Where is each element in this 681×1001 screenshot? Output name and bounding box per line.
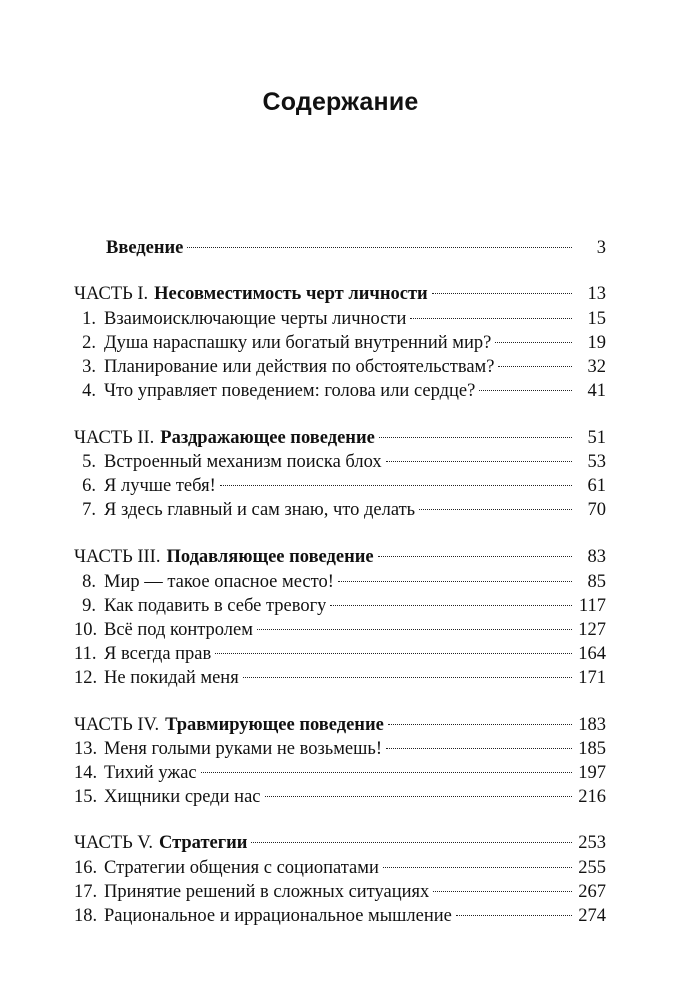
dot-leader	[433, 873, 572, 897]
toc-chapter-number: 14.	[74, 763, 98, 783]
toc-chapter-page: 185	[578, 739, 606, 759]
toc-chapter-title: Меня голыми руками не возьмешь!	[104, 739, 382, 759]
dot-leader	[419, 491, 572, 515]
dot-leader	[201, 754, 572, 778]
toc-chapter-page: 41	[587, 381, 606, 401]
toc-chapter-page: 19	[587, 333, 606, 353]
toc-chapter-page: 32	[587, 357, 606, 377]
toc-chapter-page: 274	[578, 906, 606, 926]
toc-chapter-title: Хищники среди нас	[104, 787, 261, 807]
dot-leader	[243, 659, 572, 683]
toc-chapter-number: 1.	[82, 309, 96, 329]
toc-part-title: Подавляющее поведение	[166, 547, 374, 567]
toc-chapter-number: 13.	[74, 739, 98, 759]
toc-chapter-title: Я всегда прав	[104, 644, 212, 664]
toc-part-page: 83	[587, 547, 606, 567]
dot-leader	[379, 419, 572, 443]
toc-chapter-title: Планирование или действия по обстоятельствам?	[104, 357, 495, 377]
toc-chapter-page: 15	[587, 309, 606, 329]
toc-chapter-title: Стратегии общения с социопатами	[104, 858, 379, 878]
toc-chapter-title: Я здесь главный и сам знаю, что делать	[104, 500, 416, 520]
dot-leader	[378, 538, 572, 562]
toc-chapter-row[interactable]	[74, 849, 606, 878]
toc-chapter-title: Я лучше тебя!	[104, 476, 216, 496]
toc-part-title: Раздражающее поведение	[160, 428, 375, 448]
dot-leader	[498, 348, 572, 372]
toc-part-page: 253	[578, 833, 606, 853]
toc-chapter-page: 267	[578, 882, 606, 902]
dot-leader	[338, 563, 572, 587]
toc-part-title: Травмирующее поведение	[165, 715, 384, 735]
toc-chapter-row[interactable]	[74, 563, 606, 592]
dot-leader	[330, 587, 572, 611]
toc-chapter-page: 255	[578, 858, 606, 878]
toc-part-title: Стратегии	[158, 833, 248, 853]
toc-chapter-page: 216	[578, 787, 606, 807]
dot-leader	[386, 443, 572, 467]
dot-leader	[388, 706, 572, 730]
toc-chapter-row[interactable]	[74, 443, 606, 472]
dot-leader	[495, 324, 572, 348]
toc-chapter-number: 2.	[82, 333, 96, 353]
dot-leader	[251, 824, 572, 848]
toc-chapter-page: 171	[578, 668, 606, 688]
toc-part-row[interactable]	[74, 824, 606, 853]
dot-leader	[215, 635, 572, 659]
toc-chapter-row[interactable]	[74, 587, 606, 616]
toc-part-prefix: ЧАСТЬ V.	[74, 833, 153, 853]
toc-chapter-row[interactable]	[74, 467, 606, 496]
toc-chapter-row[interactable]	[74, 300, 606, 329]
toc-chapter-row[interactable]	[74, 754, 606, 783]
toc-chapter-number: 8.	[82, 572, 96, 592]
toc-chapter-number: 15.	[74, 787, 98, 807]
toc-chapter-number: 11.	[74, 644, 97, 664]
toc-chapter-number: 3.	[82, 357, 96, 377]
toc-chapter-row[interactable]	[74, 348, 606, 377]
dot-leader	[265, 778, 572, 802]
dot-leader	[257, 611, 572, 635]
toc-chapter-title: Встроенный механизм поиска блох	[104, 452, 382, 472]
toc-chapter-page: 127	[578, 620, 606, 640]
toc-intro-title: Введение	[106, 238, 184, 258]
toc-chapter-row[interactable]	[74, 778, 606, 807]
toc-chapter-title: Рациональное и иррациональное мышление	[104, 906, 452, 926]
toc-chapter-number: 6.	[82, 476, 96, 496]
toc-part-page: 183	[578, 715, 606, 735]
toc-chapter-row[interactable]	[74, 635, 606, 664]
toc-part-row[interactable]	[74, 706, 606, 735]
toc-chapter-title: Что управляет поведением: голова или сердце?	[104, 381, 476, 401]
dot-leader	[410, 300, 572, 324]
toc-chapter-page: 70	[587, 500, 606, 520]
toc-intro-row[interactable]	[106, 229, 606, 258]
toc-part-prefix: ЧАСТЬ II.	[74, 428, 155, 448]
toc-chapter-title: Мир — такое опасное место!	[104, 572, 334, 592]
toc-chapter-row[interactable]	[74, 897, 606, 926]
toc-part-page: 13	[587, 284, 606, 304]
toc-chapter-row[interactable]	[74, 659, 606, 688]
toc-chapter-number: 10.	[74, 620, 98, 640]
toc-part-page: 51	[587, 428, 606, 448]
toc-chapter-page: 85	[587, 572, 606, 592]
toc-part-row[interactable]	[74, 419, 606, 448]
toc-chapter-page: 164	[578, 644, 606, 664]
dot-leader	[432, 275, 572, 299]
toc-chapter-page: 53	[587, 452, 606, 472]
toc-chapter-row[interactable]	[74, 372, 606, 401]
toc-part-prefix: ЧАСТЬ III.	[74, 547, 161, 567]
toc-chapter-number: 7.	[82, 500, 96, 520]
toc-chapter-title: Душа нараспашку или богатый внутренний мир?	[104, 333, 492, 353]
toc-part-row[interactable]	[74, 275, 606, 304]
toc-chapter-number: 9.	[82, 596, 96, 616]
toc-chapter-title: Всё под контролем	[104, 620, 253, 640]
toc-chapter-number: 18.	[74, 906, 98, 926]
toc-chapter-page: 117	[578, 596, 606, 616]
dot-leader	[383, 849, 572, 873]
toc-part-title: Несовместимость черт личности	[154, 284, 428, 304]
toc-chapter-row[interactable]	[74, 730, 606, 759]
dot-leader	[187, 229, 572, 253]
toc-chapter-number: 12.	[74, 668, 98, 688]
toc-part-prefix: ЧАСТЬ I.	[74, 284, 149, 304]
toc-chapter-row[interactable]	[74, 611, 606, 640]
toc-chapter-number: 4.	[82, 381, 96, 401]
toc-chapter-title: Не покидай меня	[104, 668, 239, 688]
toc-intro-page: 3	[596, 238, 606, 258]
toc-chapter-row[interactable]	[74, 324, 606, 353]
dot-leader	[386, 730, 572, 754]
toc-chapter-title: Как подавить в себе тревогу	[104, 596, 327, 616]
toc-chapter-title: Принятие решений в сложных ситуациях	[104, 882, 430, 902]
toc-chapter-number: 5.	[82, 452, 96, 472]
toc-part-row[interactable]	[74, 538, 606, 567]
toc-chapter-row[interactable]	[74, 491, 606, 520]
dot-leader	[220, 467, 572, 491]
toc-chapter-title: Взаимоисключающие черты личности	[104, 309, 407, 329]
toc-part-prefix: ЧАСТЬ IV.	[74, 715, 160, 735]
toc-chapter-page: 197	[578, 763, 606, 783]
toc-chapter-row[interactable]	[74, 873, 606, 902]
toc-chapter-number: 16.	[74, 858, 98, 878]
toc-chapter-page: 61	[587, 476, 606, 496]
page-title: Содержание	[262, 88, 419, 116]
dot-leader	[456, 897, 572, 921]
toc-chapter-title: Тихий ужас	[104, 763, 197, 783]
dot-leader	[479, 372, 572, 396]
toc-chapter-number: 17.	[74, 882, 98, 902]
